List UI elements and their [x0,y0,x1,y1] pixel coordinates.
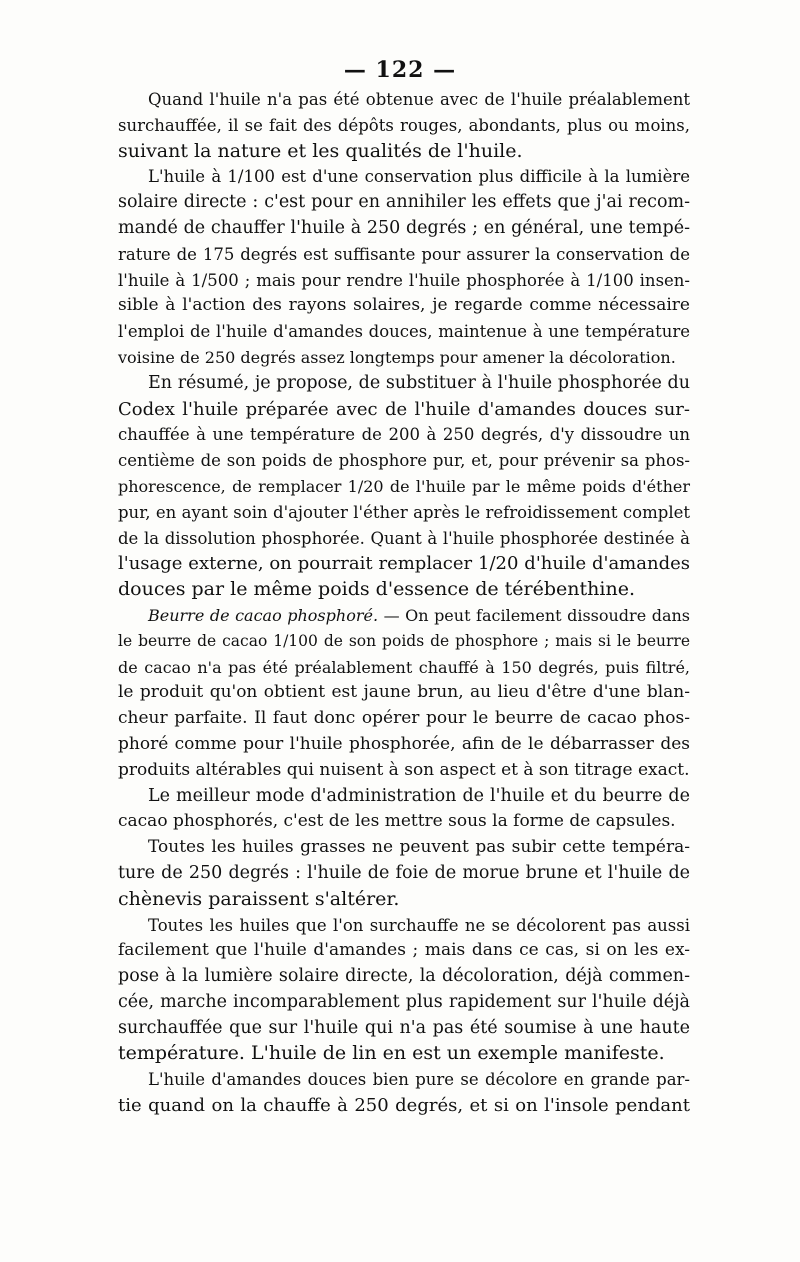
text-line: En résumé, je propose, de substituer à l'huile phosphorée du [148,372,690,393]
text-line: phorescence, de remplacer 1/20 de l'huile par le même poids d'éther [118,476,690,496]
paragraph-1 [118,87,690,164]
text-line: Le meilleur mode d'administration de l'huile et du beurre de [148,785,690,806]
text-line: pur, en ayant soin d'ajouter l'éther après le refroidissement complet [118,502,690,522]
text-line: solaire directe : c'est pour en annihiler les effets que j'ai recom- [118,192,690,213]
section-heading: Beurre de cacao phosphoré. [148,605,379,625]
text-line: Codex l'huile préparée avec de l'huile d'amandes douces sur- [118,398,690,420]
text-line: facilement que l'huile d'amandes ; mais dans ce cas, si on les ex- [118,940,690,961]
text-line: cheur parfaite. Il faut donc opérer pour le beurre de cacao phos- [118,708,690,729]
paragraph-8 [118,1067,690,1119]
page-number: — 122 — [343,57,457,83]
text-line: surchauffée, il se fait des dépôts rouges, abondants, plus ou moins, [118,115,690,135]
text-line: chènevis paraissent s'altérer. [118,887,400,910]
text-line: sible à l'action des rayons solaires, je regarde comme nécessaire [118,295,690,316]
paragraph-6 [118,835,690,912]
text-line: chauffée à une température de 200 à 250 degrés, d'y dissoudre un [118,425,690,445]
paragraph-7 [118,913,690,1068]
text-line: douces par le même poids d'essence de térébenthine. [118,578,635,601]
text-line: le produit qu'on obtient est jaune brun, au lieu d'être d'une blan- [118,682,690,703]
paragraph-4 [118,603,690,784]
text-line: l'usage externe, on pourrait remplacer 1/20 d'huile d'amandes [118,553,690,575]
text-line: surchauffée que sur l'huile qui n'a pas été soumise à une haute [118,1017,690,1038]
text-line [118,603,690,629]
paragraph-2 [118,164,690,370]
text-line: rature de 175 degrés est suffisante pour assurer la conservation de [118,244,690,264]
text-line: L'huile d'amandes douces bien pure se décolore en grande par- [148,1070,690,1090]
text-line: tie quand on la chauffe à 250 degrés, et si on l'insole pendant [118,1095,690,1117]
text-line: phoré comme pour l'huile phosphorée, afin de le débarrasser des [118,733,690,754]
text-line: l'huile à 1/500 ; mais pour rendre l'huile phosphorée à 1/100 insen- [118,270,690,290]
text-line: produits altérables qui nuisent à son aspect et à son titrage exact. [118,759,690,780]
text-line: centième de son poids de phosphore pur, et, pour prévenir sa phos- [118,451,690,471]
text-line: température. L'huile de lin en est un exemple manifeste. [118,1042,665,1065]
text-line: cée, marche incomparablement plus rapidement sur l'huile déjà [118,991,690,1012]
text-line: mandé de chauffer l'huile à 250 degrés ; en général, une tempé- [118,217,690,238]
text-line: de la dissolution phosphorée. Quant à l'huile phosphorée destinée à [118,528,690,548]
text-line: Toutes les huiles que l'on surchauffe ne se décolorent pas aussi [148,915,690,935]
text-line: le beurre de cacao 1/100 de son poids de phosphore ; mais si le beurre [118,631,690,650]
paragraph-5 [118,784,690,836]
lead-text: — On peut facilement dissoudre dans [378,605,690,625]
text-line: voisine de 250 degrés assez longtemps pour amener la décoloration. [118,347,676,367]
body-text [118,87,690,1119]
text-line: Toutes les huiles grasses ne peuvent pas subir cette tempéra- [148,837,690,858]
paragraph-3 [118,371,690,603]
text-line: l'emploi de l'huile d'amandes douces, maintenue à une température [118,322,690,342]
text-line: suivant la nature et les qualités de l'huile. [118,139,523,162]
text-line: ture de 250 degrés : l'huile de foie de morue brune et l'huile de [118,862,690,883]
text-line: de cacao n'a pas été préalablement chauffé à 150 degrés, puis filtré, [118,657,690,677]
text-line: pose à la lumière solaire directe, la décoloration, déjà commen- [118,966,690,987]
text-line: L'huile à 1/100 est d'une conservation plus difficile à la lumière [148,167,690,187]
text-line: Quand l'huile n'a pas été obtenue avec de l'huile préalablement [148,90,690,109]
text-line: cacao phosphorés, c'est de les mettre sous la forme de capsules. [118,811,676,832]
